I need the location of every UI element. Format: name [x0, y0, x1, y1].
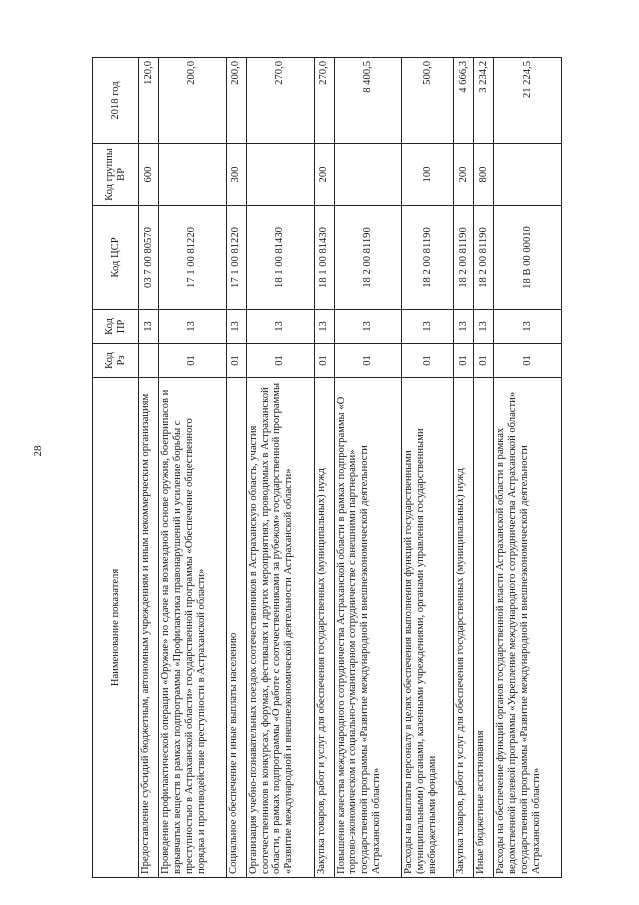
cell-rz: 01 — [246, 344, 314, 378]
cell-pr: 13 — [494, 310, 562, 344]
cell-rz: 01 — [474, 344, 494, 378]
cell-vr: 200 — [454, 144, 474, 206]
cell-pr: 13 — [314, 310, 334, 344]
cell-pr: 13 — [402, 310, 454, 344]
cell-amount: 4 666,3 — [454, 58, 474, 144]
cell-vr — [334, 144, 402, 206]
table-header-row — [93, 58, 139, 878]
cell-pr: 13 — [474, 310, 494, 344]
cell-vr — [246, 144, 314, 206]
cell-amount: 270,0 — [246, 58, 314, 144]
budget-table — [92, 57, 562, 878]
cell-amount: 3 234,2 — [474, 58, 494, 144]
cell-rz: 01 — [158, 344, 226, 378]
cell-amount: 270,0 — [314, 58, 334, 144]
cell-pr: 13 — [334, 310, 402, 344]
cell-pr: 13 — [139, 310, 159, 344]
cell-csr: 18 2 00 81190 — [402, 206, 454, 310]
table-row — [158, 58, 226, 878]
cell-vr: 200 — [314, 144, 334, 206]
cell-csr: 03 7 00 80570 — [139, 206, 159, 310]
cell-pr: 13 — [454, 310, 474, 344]
cell-rz: 01 — [494, 344, 562, 378]
cell-csr: 17 1 00 81220 — [226, 206, 246, 310]
cell-pr: 13 — [246, 310, 314, 344]
cell-name: Закупка товаров, работ и услуг для обеспечения государственных (муниципальных) нужд — [454, 378, 474, 878]
cell-amount: 500,0 — [402, 58, 454, 144]
cell-name: Проведение профилактической операции «Оружие» по сдаче на возмездной основе оружия, боеприпасов и взрывчатых веществ в рамках подпрограммы «Профилактика правонарушений и усиление борьбы с преступностью в Астраханской области» государственной программы «Обеспечение общественного порядка и противодействие преступности в Астраханской области» — [158, 378, 226, 878]
table-row — [494, 58, 562, 878]
cell-vr — [158, 144, 226, 206]
table-row — [334, 58, 402, 878]
cell-rz — [139, 344, 159, 378]
column-header: Код группы ВР — [93, 144, 139, 206]
page-number: 28 — [32, 445, 44, 457]
cell-pr: 13 — [158, 310, 226, 344]
table-row — [474, 58, 494, 878]
cell-vr: 300 — [226, 144, 246, 206]
cell-vr: 600 — [139, 144, 159, 206]
cell-csr: 18 2 00 81190 — [474, 206, 494, 310]
table-row — [454, 58, 474, 878]
table-row — [139, 58, 159, 878]
cell-rz: 01 — [226, 344, 246, 378]
cell-csr: 17 1 00 81220 — [158, 206, 226, 310]
cell-name: Организация учебно-познавательных поездок соотечественников в Астраханскую область, участия соотечественников в конкурсах, форумах, фестивалях и других мероприятиях, проводимых в Астраханской области, в рамках подпрограммы «О работе с соотечественниками за рубежом» государственной программы «Развитие международной и внешнеэкономической деятельности Астраханской области» — [246, 378, 314, 878]
table-body — [139, 58, 562, 878]
cell-rz: 01 — [314, 344, 334, 378]
cell-name: Социальное обеспечение и иные выплаты населению — [226, 378, 246, 878]
column-header: Код ЦСР — [93, 206, 139, 310]
column-header: Код Рз — [93, 344, 139, 378]
cell-vr: 800 — [474, 144, 494, 206]
cell-pr: 13 — [226, 310, 246, 344]
cell-name: Иные бюджетные ассигнования — [474, 378, 494, 878]
cell-vr — [494, 144, 562, 206]
column-header: 2018 год — [93, 58, 139, 144]
cell-csr: 18 1 00 81430 — [246, 206, 314, 310]
cell-name: Повышение качества международного сотрудничества Астраханской области в рамках подпрограммы «О торгово-экономическом и социально-гуманитарном сотрудничестве с внешними партнерами» государственной программы «Развитие международной и внешнеэкономической деятельности Астраханской области» — [334, 378, 402, 878]
cell-csr: 18 В 00 00010 — [494, 206, 562, 310]
cell-csr: 18 2 00 81190 — [334, 206, 402, 310]
cell-name: Закупка товаров, работ и услуг для обеспечения государственных (муниципальных) нужд — [314, 378, 334, 878]
cell-name: Предоставление субсидий бюджетным, автономным учреждениям и иным некоммерческим организациям — [139, 378, 159, 878]
cell-amount: 120,0 — [139, 58, 159, 144]
cell-rz: 01 — [454, 344, 474, 378]
cell-amount: 200,0 — [158, 58, 226, 144]
cell-amount: 8 400,5 — [334, 58, 402, 144]
column-header: Наименование показателя — [93, 378, 139, 878]
cell-amount: 200,0 — [226, 58, 246, 144]
cell-amount: 21 224,5 — [494, 58, 562, 144]
table-row — [246, 58, 314, 878]
cell-vr: 100 — [402, 144, 454, 206]
rotated-table-container — [92, 58, 562, 878]
cell-rz: 01 — [402, 344, 454, 378]
cell-csr: 18 2 00 81190 — [454, 206, 474, 310]
cell-rz: 01 — [334, 344, 402, 378]
table-row — [402, 58, 454, 878]
cell-name: Расходы на обеспечение функций органов государственной власти Астраханской области в рамках ведомственной целевой программы «Укрепление международного сотрудничества Астраханской области» государственной программы «Развитие международной и внешнеэкономической деятельности Астраханской области» — [494, 378, 562, 878]
table-row — [314, 58, 334, 878]
cell-name: Расходы на выплаты персоналу в целях обеспечения выполнения функций государственными (муниципальными) органами, казенными учреждениями, органами управления государственными внебюджетными фондами — [402, 378, 454, 878]
cell-csr: 18 1 00 81430 — [314, 206, 334, 310]
column-header: Код ПР — [93, 310, 139, 344]
table-row — [226, 58, 246, 878]
